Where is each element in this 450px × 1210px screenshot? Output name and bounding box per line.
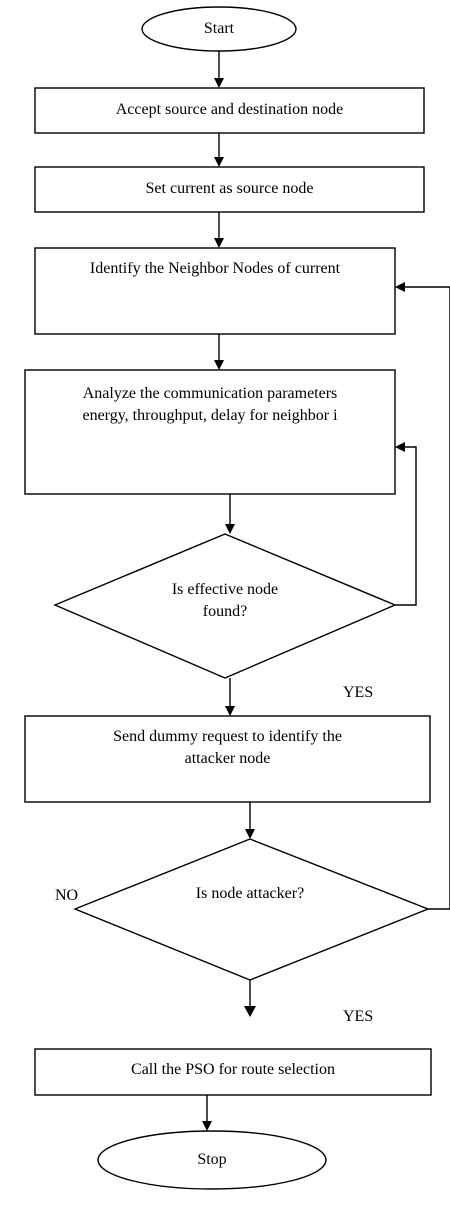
start-label: Start xyxy=(203,20,235,37)
arrowhead-toward-pso xyxy=(244,1006,256,1017)
attacker-decision-diamond xyxy=(75,839,428,980)
attacker-no-label: NO xyxy=(55,887,79,904)
identify-neighbors-label: Identify the Neighbor Nodes of current xyxy=(89,260,341,277)
arrowhead-into-accept xyxy=(214,78,224,88)
analyze-parameters-label: Analyze the communication parameters energy, throughput, delay for neighbor i xyxy=(82,385,338,424)
set-current-label: Set current as source node xyxy=(145,180,314,197)
arrowhead-loop-into-analyze xyxy=(395,442,405,452)
effective-yes-label: YES xyxy=(343,684,374,701)
stop-label: Stop xyxy=(197,1151,227,1168)
arrowhead-into-identify xyxy=(214,238,224,248)
arrowhead-into-effective-decision xyxy=(225,524,235,534)
connector-no-attacker-loop xyxy=(405,287,450,909)
attacker-yes-label: YES xyxy=(343,1008,374,1025)
attacker-decision-label: Is node attacker? xyxy=(195,885,305,902)
arrowhead-into-set xyxy=(214,157,224,167)
effective-node-decision-label: Is effective node found? xyxy=(171,581,279,620)
accept-input-label: Accept source and destination node xyxy=(115,101,344,118)
arrowhead-into-stop xyxy=(202,1121,212,1131)
connector-not-found-loop xyxy=(395,447,416,605)
arrowhead-into-attacker-decision xyxy=(245,829,255,839)
arrowhead-into-dummy xyxy=(225,706,235,716)
arrowhead-into-analyze xyxy=(214,360,224,370)
call-pso-label: Call the PSO for route selection xyxy=(131,1061,335,1078)
send-dummy-request-label: Send dummy request to identify the attacker node xyxy=(113,728,342,767)
arrowhead-loop-into-identify xyxy=(395,282,405,292)
